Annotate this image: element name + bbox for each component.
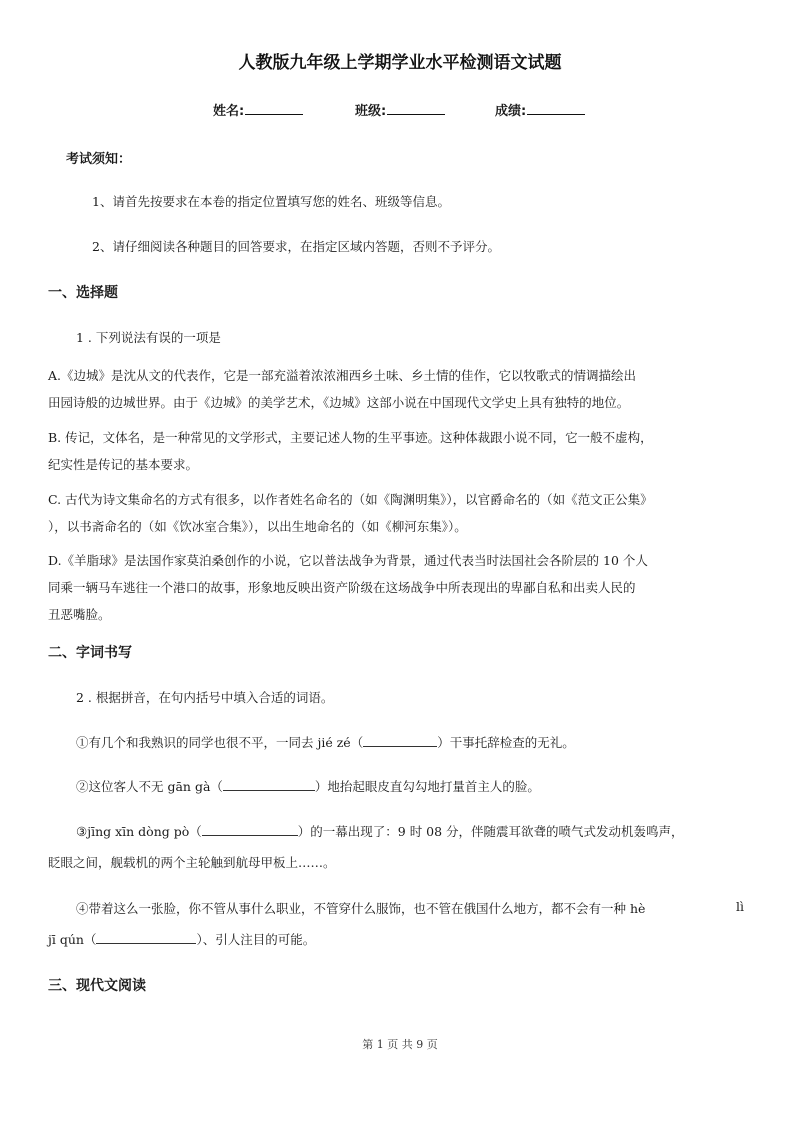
fill-item-continuation: 眨眼之间，舰载机的两个主轮触到航母甲板上……。 bbox=[48, 855, 336, 870]
option-line: 田园诗般的边城世界。由于《边城》的美学艺术，《边城》这部小说在中国现代文学史上具有独特的地位。 bbox=[48, 395, 630, 410]
option-line: 同乘一辆马车逃往一个港口的故事，形象地反映出资产阶级在这场战争中所表现出的卑鄙自私和出卖人民的 bbox=[48, 580, 636, 595]
document-title: 人教版九年级上学期学业水平检测语文试题 bbox=[238, 53, 562, 73]
fill-item-continuation bbox=[48, 930, 315, 948]
page-footer: 第 1 页 共 9 页 bbox=[362, 1038, 438, 1051]
question-stem: 2 . 根据拼音，在句内括号中填入合适的词语。 bbox=[76, 690, 334, 705]
fill-item bbox=[76, 733, 575, 751]
fill-text: ）干事托辞检查的无礼。 bbox=[437, 735, 575, 750]
score-field[interactable] bbox=[495, 100, 585, 119]
name-blank[interactable] bbox=[245, 102, 303, 115]
score-blank[interactable] bbox=[527, 102, 585, 115]
option-line: B. 传记，文体名，是一种常见的文学形式，主要记述人物的生平事迹。这种体裁跟小说不同，它一般不虚构， bbox=[48, 430, 653, 445]
answer-blank[interactable] bbox=[96, 931, 196, 944]
fill-item bbox=[76, 822, 684, 840]
option-line: A.《边城》是沈从文的代表作，它是一部充溢着浓浓湘西乡土味、乡土情的佳作，它以牧歌式的情调描绘出 bbox=[48, 368, 637, 383]
class-blank[interactable] bbox=[387, 102, 445, 115]
answer-blank[interactable] bbox=[223, 778, 315, 791]
option-line: 纪实性是传记的基本要求。 bbox=[48, 457, 199, 472]
option-d[interactable] bbox=[48, 547, 738, 628]
fill-text: ）的一幕出现了：9 时 08 分，伴随震耳欲聋的喷气式发动机轰鸣声， bbox=[297, 824, 684, 839]
section-heading: 二、字词书写 bbox=[48, 645, 132, 661]
question-stem: 1 . 下列说法有误的一项是 bbox=[76, 330, 221, 345]
answer-blank[interactable] bbox=[202, 823, 298, 836]
class-field[interactable] bbox=[355, 100, 445, 119]
fill-text: ②这位客人不无 gān gà（ bbox=[76, 779, 223, 794]
fill-text: ）、引人注目的可能。 bbox=[196, 932, 316, 947]
option-line: D.《羊脂球》是法国作家莫泊桑创作的小说，它以普法战争为背景，通过代表当时法国社会各阶层的 10 个人 bbox=[48, 553, 648, 568]
score-label: 成绩: bbox=[495, 104, 527, 119]
name-field[interactable] bbox=[213, 100, 303, 119]
class-label: 班级: bbox=[355, 104, 387, 119]
notice-item: 2、请仔细阅读各种题目的回答要求，在指定区域内答题，否则不予评分。 bbox=[92, 239, 500, 254]
answer-blank[interactable] bbox=[363, 734, 437, 747]
notice-item: 1、请首先按要求在本卷的指定位置填写您的姓名、班级等信息。 bbox=[92, 194, 450, 209]
notice-heading: 考试须知： bbox=[66, 152, 132, 167]
section-heading: 三、现代文阅读 bbox=[48, 978, 146, 994]
fill-text: ①有几个和我熟识的同学也很不平，一同去 jié zé（ bbox=[76, 735, 364, 750]
option-line: 丑恶嘴脸。 bbox=[48, 607, 111, 622]
fill-text: ③jīng xīn dòng pò（ bbox=[76, 824, 202, 839]
fill-text: jī qún（ bbox=[48, 932, 97, 947]
name-label: 姓名: bbox=[213, 104, 245, 119]
option-line: C. 古代为诗文集命名的方式有很多，以作者姓名命名的（如《陶渊明集》），以官爵命名的（如《范文正公集》 bbox=[48, 492, 653, 507]
option-b[interactable] bbox=[48, 424, 738, 478]
fill-item: ④带着这么一张脸，你不管从事什么职业，不管穿什么服饰，也不管在俄国什么地方，都不会有一种 hè bbox=[76, 901, 646, 916]
section-heading: 一、选择题 bbox=[48, 285, 118, 301]
fill-text: ）地抬起眼皮直勾勾地打量首主人的脸。 bbox=[314, 779, 540, 794]
fill-item bbox=[76, 777, 540, 795]
option-a[interactable] bbox=[48, 362, 738, 416]
option-line: ），以书斋命名的（如《饮冰室合集》），以出生地命名的（如《柳河东集》）。 bbox=[48, 519, 467, 534]
option-c[interactable] bbox=[48, 486, 738, 540]
fill-text-tail: lì bbox=[736, 899, 744, 914]
